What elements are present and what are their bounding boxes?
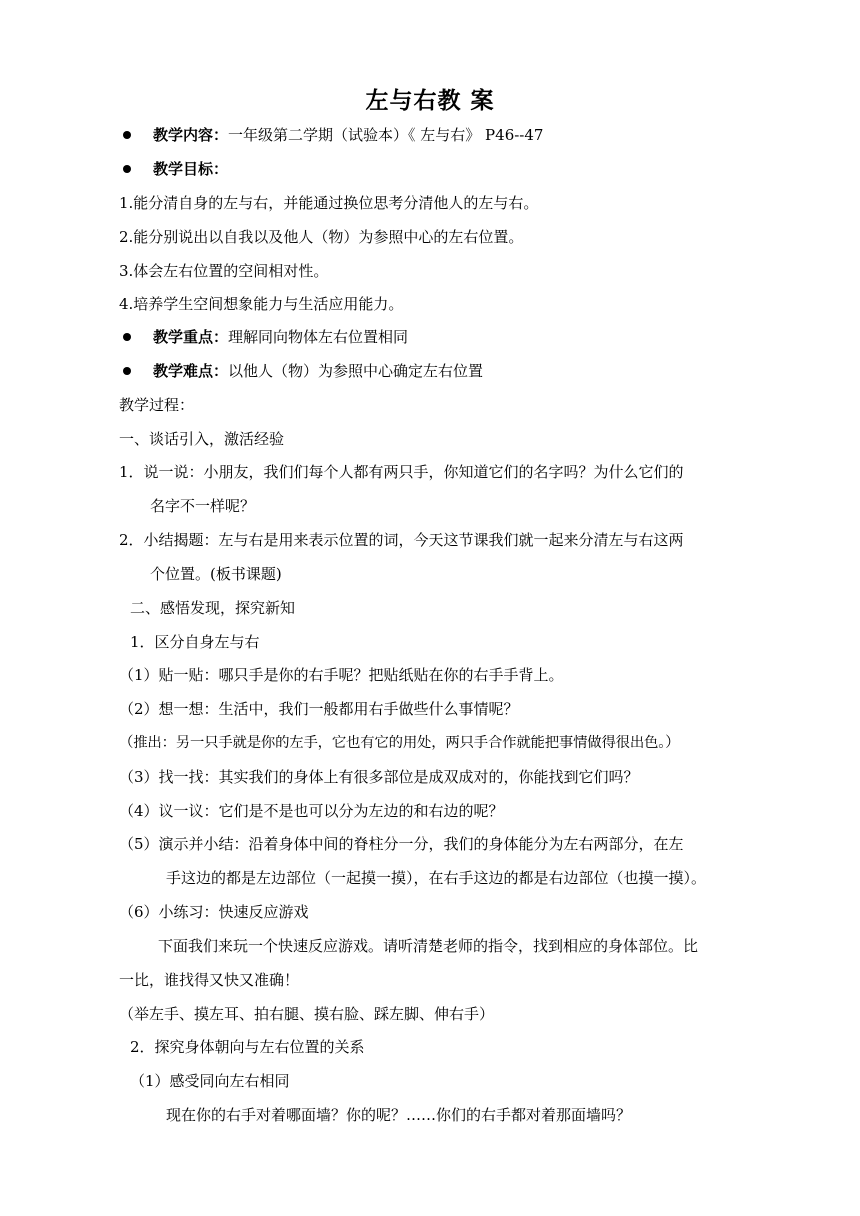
- paragraph-line: 名字不一样呢？: [150, 497, 256, 515]
- paragraph-line: （4）议一议：它们是不是也可以分为左边的和右边的呢？: [119, 802, 504, 820]
- section-heading: 教学过程：: [119, 396, 195, 414]
- paragraph-line: 手这边的都是左边部位（一起摸一摸），在右手这边的都是右边部位（也摸一摸）。: [166, 869, 707, 887]
- paragraph-line: 下面我们来玩一个快速反应游戏。请听清楚老师的指令，找到相应的身体部位。比: [158, 937, 699, 955]
- bullet-text: 一年级第二学期（试验本）《 左与右》 P46--47: [228, 126, 544, 144]
- goal-item: 2.能分别说出以自我以及他人（物）为参照中心的左右位置。: [119, 228, 524, 246]
- paragraph-line: （举左手、摸左耳、拍右腿、摸右脸、踩左脚、伸右手）: [119, 1005, 495, 1023]
- paragraph-line: 一比，谁找得又快又准确！: [119, 971, 300, 989]
- section-heading: 二、感悟发现，探究新知: [130, 599, 296, 617]
- document-title: 左与右教 案: [365, 87, 495, 114]
- bullet-label: 教学目标：: [153, 160, 229, 178]
- paragraph-line: 现在你的右手对着哪面墙？你的呢？……你们的右手都对着那面墙吗？: [166, 1106, 632, 1124]
- paragraph-line: （推出：另一只手就是你的左手，它也有它的用处，两只手合作就能把事情做得很出色。）: [119, 735, 680, 751]
- bullet-key-point: [153, 326, 408, 348]
- bullet-label: 教学内容：: [153, 126, 229, 144]
- paragraph-line: （2）想一想：生活中，我们一般都用右手做些什么事情呢？: [119, 700, 519, 718]
- goal-item: 3.体会左右位置的空间相对性。: [119, 262, 329, 280]
- bullet-label: 教学重点：: [153, 328, 229, 346]
- goal-item: 4.培养学生空间想象能力与生活应用能力。: [119, 295, 404, 313]
- paragraph-line: （6）小练习：快速反应游戏: [119, 903, 309, 921]
- section-heading: 一、谈话引入，激活经验: [119, 430, 285, 448]
- subsection-heading: 2．探究身体朝向与左右位置的关系: [130, 1038, 365, 1056]
- paragraph-line: （1）贴一贴：哪只手是你的右手呢？把贴纸贴在你的右手手背上。: [119, 666, 564, 684]
- paragraph-line: （5）演示并小结：沿着身体中间的脊柱分一分，我们的身体能分为左右两部分，在左: [119, 835, 684, 853]
- bullet-text: 以他人（物）为参照中心确定左右位置: [228, 362, 484, 380]
- paragraph-line: 个位置。(板书课题): [150, 565, 282, 583]
- subsection-heading: 1．区分自身左与右: [130, 633, 260, 651]
- paragraph-line: 1．说一说：小朋友，我们们每个人都有两只手，你知道它们的名字吗？为什么它们的: [119, 463, 684, 481]
- paragraph-line: （3）找一找：其实我们的身体上有很多部位是成双成对的，你能找到它们吗？: [119, 768, 639, 786]
- bullet-difficult-point: [153, 360, 483, 382]
- paragraph-line: （1）感受同向左右相同: [130, 1072, 290, 1090]
- paragraph-line: 2．小结揭题：左与右是用来表示位置的词，今天这节课我们就一起来分清左与右这两: [119, 531, 684, 549]
- goal-item: 1.能分清自身的左与右，并能通过换位思考分清他人的左与右。: [119, 194, 539, 212]
- bullet-text: 理解同向物体左右位置相同: [228, 328, 409, 346]
- bullet-label: 教学难点：: [153, 362, 229, 380]
- bullet-teaching-content: [153, 124, 543, 146]
- bullet-teaching-goals: [153, 158, 228, 180]
